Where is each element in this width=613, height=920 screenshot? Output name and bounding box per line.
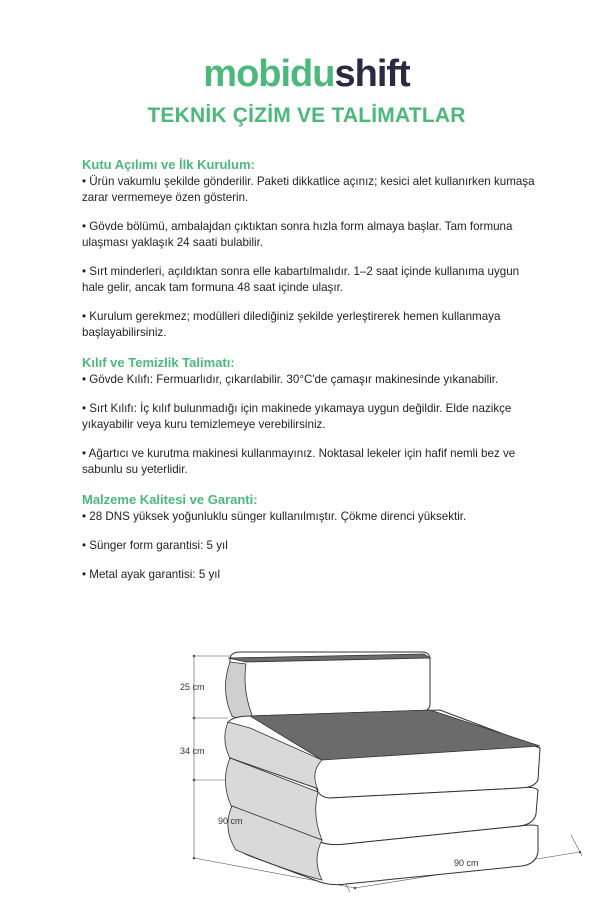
section-title: Kılıf ve Temizlik Talimatı:: [82, 355, 235, 370]
section-setup: [82, 156, 542, 341]
instructions-content: [82, 156, 542, 596]
list-item: • Ağartıcı ve kurutma makinesi kullanmayınız. Noktasal lekeler için hafif nemli bez ve sabunlu su yeterlidir.: [82, 447, 516, 476]
list-item: • Metal ayak garantisi: 5 yıl: [82, 568, 221, 581]
list-item: • 28 DNS yüksek yoğunluklu sünger kullanılmıştır. Çökme direnci yüksektir.: [82, 510, 467, 523]
logo-sub-text: shift: [334, 53, 410, 95]
list-item: • Sırt minderleri, açıldıktan sonra elle kabartılmalıdır. 1–2 saat içinde kullanıma uygun hale gelir, ancak tam formuna 48 saat içinde ulaşır.: [82, 265, 520, 294]
section-title: Malzeme Kalitesi ve Garanti:: [82, 492, 258, 507]
list-item: • Gövde bölümü, ambalajdan çıktıktan sonra hızla form almaya başlar. Tam formuna ulaşması yaklaşık 24 saati bulabilir.: [82, 220, 513, 249]
section-cleaning: [82, 354, 542, 478]
logo-brand-text: mobidu: [203, 53, 335, 95]
brand-logo: [0, 52, 613, 96]
section-title: Kutu Açılımı ve İlk Kurulum:: [82, 157, 255, 172]
dimension-depth: 90 cm: [218, 816, 243, 826]
list-item: • Sünger form garantisi: 5 yıl: [82, 539, 228, 552]
list-item: • Kurulum gerekmez; modülleri dilediğiniz şekilde yerleştirerek hemen kullanmaya başlayabilirsiniz.: [82, 310, 501, 339]
page-title: TEKNİK ÇİZİM VE TALİMATLAR: [147, 104, 466, 127]
list-item: • Gövde Kılıfı: Fermuarlıdır, çıkarılabilir. 30°C'de çamaşır makinesinde yıkanabilir.: [82, 373, 499, 386]
dimension-width: 90 cm: [454, 858, 479, 868]
dimension-seat-height: 34 cm: [180, 746, 205, 756]
list-item: • Sırt Kılıfı: İç kılıf bulunmadığı için makinede yıkamaya uygun değildir. Elde nazikçe yıkayabilir veya kuru temizlemeye verebilirsiniz.: [82, 402, 512, 431]
section-warranty: [82, 491, 542, 583]
list-item: • Ürün vakumlu şekilde gönderilir. Paketi dikkatlice açınız; kesici alet kullanırken kumaşa zarar vermemeye özen gösterin.: [82, 175, 535, 204]
dimension-back-height: 25 cm: [180, 682, 205, 692]
technical-drawing: [150, 630, 590, 900]
